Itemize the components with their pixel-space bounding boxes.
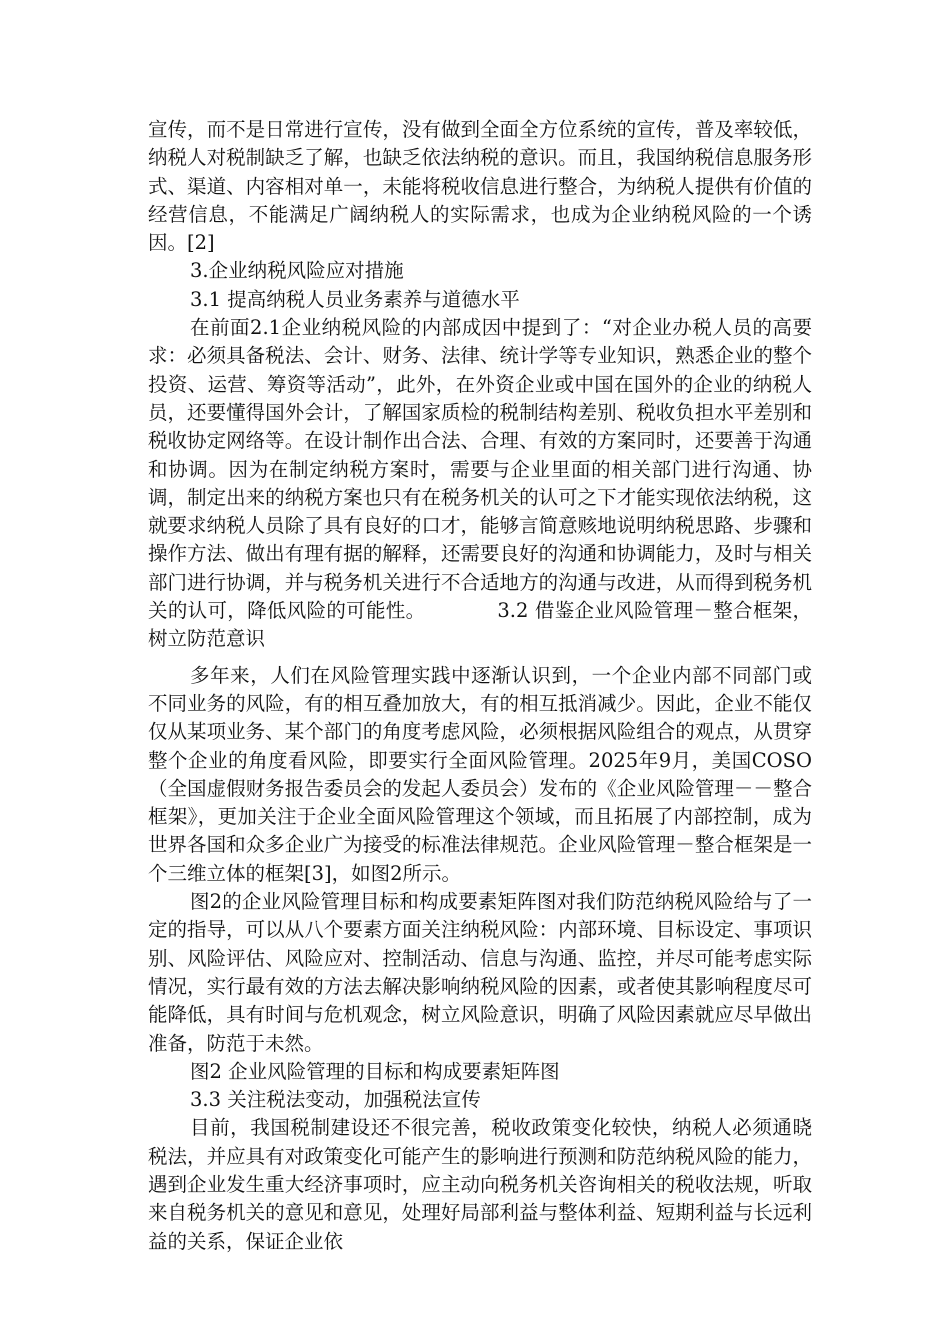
- paragraph-publicity-issue: 宣传，而不是日常进行宣传，没有做到全面全方位系统的宣传，普及率较低，纳税人对税制缺乏了解，也缺乏依法纳税的意识。而且，我国纳税信息服务形式、渠道、内容相对单一，未能将税收信息进行整合，为纳税人提供有价值的经营信息，不能满足广阔纳税人的实际需求，也成为企业纳税风险的一个诱因。[2]: [148, 118, 812, 255]
- paragraph-staff-quality-text: 在前面2.1企业纳税风险的内部成因中提到了：“对企业办税人员的高要求：必须具备税法、会计、财务、法律、统计学等专业知识，熟悉企业的整个投资、运营、筹资等活动”，此外，在外资企业或中国在国外的企业的纳税人员，还要懂得国外会计，了解国家质检的税制结构差别、税收负担水平差别和税收协定网络等。在设计制作出合法、合理、有效的方案同时，还要善于沟通和协调。因为在制定纳税方案时，需要与企业里面的相关部门进行沟通、协调，制定出来的纳税方案也只有在税务机关的认可之下才能实现依法纳税，这就要求纳税人员除了具有良好的口才，能够言简意赅地说明纳税思路、步骤和操作方法、做出有理有据的解释，还需要良好的沟通和协调能力，及时与相关部门进行协调，并与税务机关进行不合适地方的沟通与改进，从而得到税务机关的认可，降低风险的可能性。: [148, 316, 812, 623]
- document-body: [148, 116, 812, 1256]
- figure-caption: 图2 企业风险管理的目标和构成要素矩阵图: [190, 1059, 560, 1083]
- section-heading-3: 3.企业纳税风险应对措施: [190, 259, 404, 283]
- paragraph-tax-law-changes: 目前，我国税制建设还不很完善，税收政策变化较快，纳税人必须通晓税法，并应具有对政策变化可能产生的影响进行预测和防范纳税风险的能力，遇到企业发生重大经济事项时，应主动向税务机关咨询相关的税收法规，听取来自税务机关的意见和意见，处理好局部利益与整体利益、短期利益与长远利益的关系，保证企业依: [148, 1116, 812, 1253]
- subsection-heading-3-2: 3.2 借鉴企业风险管理－整合框架，树立防范意识: [148, 599, 812, 651]
- paragraph-matrix-guidance: 图2的企业风险管理目标和构成要素矩阵图对我们防范纳税风险给与了一定的指导，可以从八个要素方面关注纳税风险：内部环境、目标设定、事项识别、风险评估、风险应对、控制活动、信息与沟通、监控，并尽可能考虑实际情况，实行最有效的方法去解决影响纳税风险的因素，或者使其影响程度尽可能降低，具有时间与危机观念，树立风险意识，明确了风险因素就应尽早做出准备，防范于未然。: [148, 890, 812, 1055]
- subsection-heading-3-1: 3.1 提高纳税人员业务素养与道德水平: [190, 287, 520, 311]
- subsection-heading-3-3: 3.3 关注税法变动，加强税法宣传: [190, 1088, 481, 1112]
- paragraph-staff-quality: [148, 314, 812, 654]
- paragraph-coso-framework: 多年来，人们在风险管理实践中逐渐认识到，一个企业内部不同部门或不同业务的风险，有的相互叠加放大，有的相互抵消减少。因此，企业不能仅仅从某项业务、某个部门的角度考虑风险，必须根据风险组合的观点，从贯穿整个企业的角度看风险，即要实行全面风险管理。2025年9月，美国COSO（全国虚假财务报告委员会的发起人委员会）发布的《企业风险管理－－整合框架》，更加关注于企业全面风险管理这个领域，而且拓展了内部控制，成为世界各国和众多企业广为接受的标准法律规范。企业风险管理－整合框架是一个三维立体的框架[3]，如图2所示。: [148, 663, 812, 885]
